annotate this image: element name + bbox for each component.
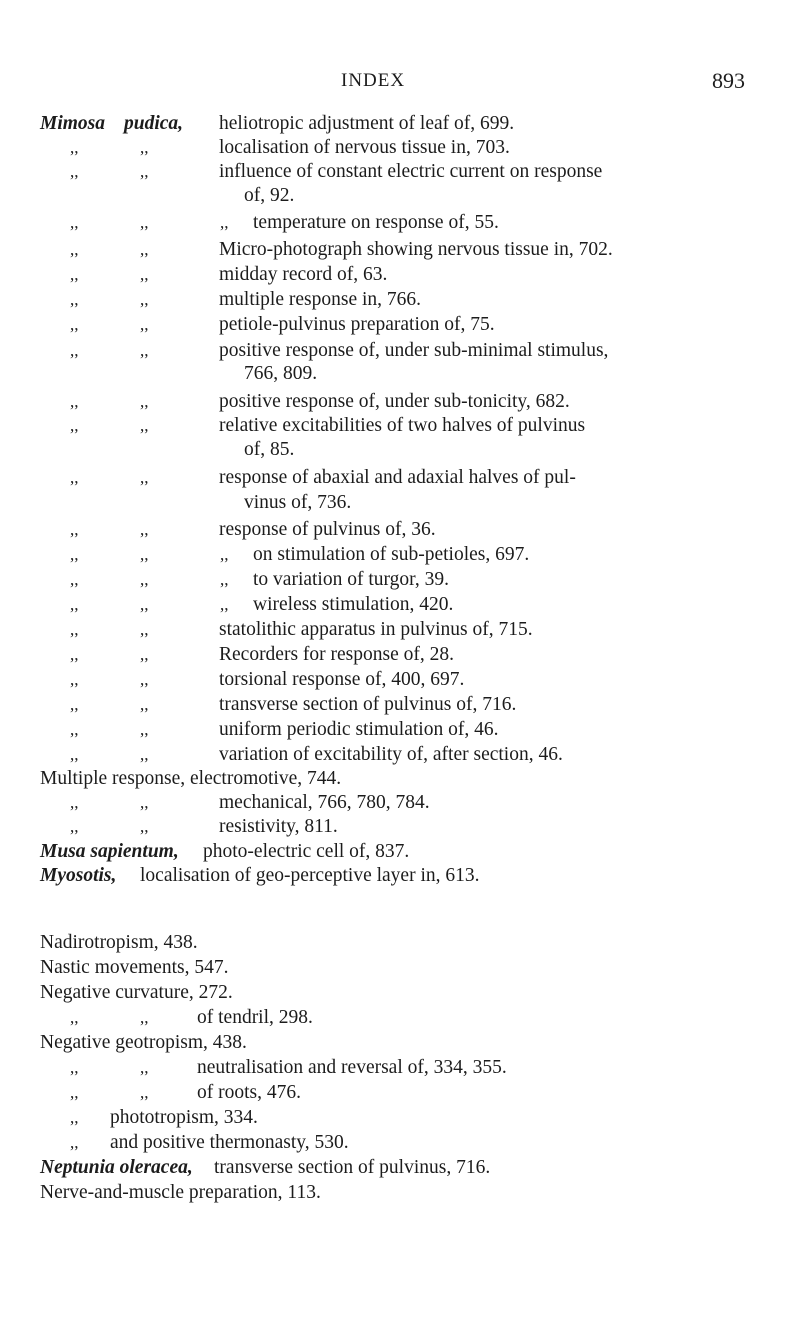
ditto-mark: ,, (140, 392, 149, 411)
ditto-mark: ,, (220, 545, 229, 564)
ditto-mark: ,, (140, 1008, 149, 1027)
ditto-mark: ,, (70, 1133, 79, 1152)
entry-text: resistivity, 811. (219, 816, 338, 837)
entry-text: and positive thermonasty, 530. (110, 1132, 349, 1153)
page-number: 893 (712, 68, 745, 93)
ditto-mark: ,, (140, 1083, 149, 1102)
entry-text: localisation of geo-perceptive layer in, 613. (140, 865, 480, 886)
ditto-mark: ,, (70, 341, 79, 360)
entry-text: of tendril, 298. (197, 1007, 313, 1028)
entry-text: Negative curvature, 272. (40, 982, 233, 1003)
entry-text: of, 92. (244, 185, 295, 206)
ditto-mark: ,, (70, 520, 79, 539)
ditto-mark: ,, (140, 570, 149, 589)
ditto-mark: ,, (70, 265, 79, 284)
entry-text: uniform periodic stimulation of, 46. (219, 719, 499, 740)
entry-text: Nastic movements, 547. (40, 957, 229, 978)
ditto-mark: ,, (70, 793, 79, 812)
entry-text: positive response of, under sub-minimal stimulus, (219, 340, 609, 361)
entry-text: of, 85. (244, 439, 295, 460)
ditto-mark: ,, (140, 341, 149, 360)
entry-text: response of abaxial and adaxial halves of pul- (219, 467, 576, 488)
entry-text: wireless stimulation, 420. (253, 594, 454, 615)
entry-text: statolithic apparatus in pulvinus of, 715. (219, 619, 533, 640)
entry-text: transverse section of pulvinus of, 716. (219, 694, 517, 715)
entry-text: Nerve-and-muscle preparation, 113. (40, 1182, 321, 1203)
ditto-mark: ,, (140, 595, 149, 614)
entry-text: relative excitabilities of two halves of pulvinus (219, 415, 586, 436)
ditto-mark: ,, (70, 595, 79, 614)
entry-species: Myosotis, (40, 865, 117, 886)
ditto-mark: ,, (70, 138, 79, 157)
entry-text: of roots, 476. (197, 1082, 301, 1103)
ditto-mark: ,, (70, 645, 79, 664)
entry-text: response of pulvinus of, 36. (219, 519, 436, 540)
entry-text: to variation of turgor, 39. (253, 569, 449, 590)
entry-text: positive response of, under sub-tonicity, 682. (219, 391, 570, 412)
ditto-mark: ,, (140, 793, 149, 812)
entry-text: transverse section of pulvinus, 716. (214, 1157, 491, 1178)
entry-text: Recorders for response of, 28. (219, 644, 455, 665)
entry-text: Micro-photograph showing nervous tissue in, 702. (219, 239, 613, 260)
entry-genus: Mimosa (40, 113, 106, 134)
entry-species: Musa sapientum, (40, 841, 179, 862)
entry-text: multiple response in, 766. (219, 289, 422, 310)
entry-text: influence of constant electric current on response (219, 161, 603, 182)
ditto-mark: ,, (70, 1058, 79, 1077)
ditto-mark: ,, (140, 620, 149, 639)
ditto-mark: ,, (140, 545, 149, 564)
entry-species: Neptunia oleracea, (40, 1157, 193, 1178)
entry-text: Nadirotropism, 438. (40, 932, 198, 953)
ditto-mark: ,, (70, 1083, 79, 1102)
ditto-mark: ,, (70, 213, 79, 232)
ditto-mark: ,, (220, 213, 229, 232)
entry-text: petiole-pulvinus preparation of, 75. (219, 314, 495, 335)
ditto-mark: ,, (140, 645, 149, 664)
ditto-mark: ,, (140, 520, 149, 539)
ditto-mark: ,, (140, 468, 149, 487)
ditto-mark: ,, (140, 213, 149, 232)
ditto-mark: ,, (70, 392, 79, 411)
ditto-mark: ,, (70, 1108, 79, 1127)
ditto-mark: ,, (70, 720, 79, 739)
entry-text: on stimulation of sub-petioles, 697. (253, 544, 530, 565)
ditto-mark: ,, (70, 315, 79, 334)
entry-text: torsional response of, 400, 697. (219, 669, 465, 690)
ditto-mark: ,, (70, 162, 79, 181)
ditto-mark: ,, (140, 162, 149, 181)
entry-text: mechanical, 766, 780, 784. (219, 792, 430, 813)
ditto-mark: ,, (140, 695, 149, 714)
running-title: INDEX (341, 70, 406, 91)
entry-text: heliotropic adjustment of leaf of, 699. (219, 113, 515, 134)
ditto-mark: ,, (70, 468, 79, 487)
entry-text: vinus of, 736. (244, 492, 352, 513)
entry-text: Negative geotropism, 438. (40, 1032, 247, 1053)
entry-text: temperature on response of, 55. (253, 212, 499, 233)
entry-text: neutralisation and reversal of, 334, 355. (197, 1057, 507, 1078)
page-header (0, 70, 800, 96)
ditto-mark: ,, (220, 595, 229, 614)
entry-text: midday record of, 63. (219, 264, 388, 285)
ditto-mark: ,, (70, 545, 79, 564)
entry-text: phototropism, 334. (110, 1107, 258, 1128)
ditto-mark: ,, (70, 1008, 79, 1027)
ditto-mark: ,, (70, 240, 79, 259)
ditto-mark: ,, (140, 416, 149, 435)
ditto-mark: ,, (140, 670, 149, 689)
ditto-mark: ,, (140, 138, 149, 157)
entry-text: variation of excitability of, after section, 46. (219, 744, 563, 765)
ditto-mark: ,, (140, 720, 149, 739)
ditto-mark: ,, (70, 620, 79, 639)
entry-text: 766, 809. (244, 363, 318, 384)
entry-text: localisation of nervous tissue in, 703. (219, 137, 510, 158)
ditto-mark: ,, (70, 695, 79, 714)
ditto-mark: ,, (140, 1058, 149, 1077)
ditto-mark: ,, (70, 416, 79, 435)
ditto-mark: ,, (70, 290, 79, 309)
ditto-mark: ,, (140, 290, 149, 309)
ditto-mark: ,, (140, 817, 149, 836)
ditto-mark: ,, (140, 745, 149, 764)
entry-text: Multiple response, electromotive, 744. (40, 768, 342, 789)
ditto-mark: ,, (140, 265, 149, 284)
ditto-mark: ,, (140, 315, 149, 334)
ditto-mark: ,, (140, 240, 149, 259)
entry-text: photo-electric cell of, 837. (203, 841, 410, 862)
ditto-mark: ,, (220, 570, 229, 589)
ditto-mark: ,, (70, 570, 79, 589)
ditto-mark: ,, (70, 745, 79, 764)
ditto-mark: ,, (70, 817, 79, 836)
ditto-mark: ,, (70, 670, 79, 689)
entry-species: pudica, (124, 113, 184, 134)
